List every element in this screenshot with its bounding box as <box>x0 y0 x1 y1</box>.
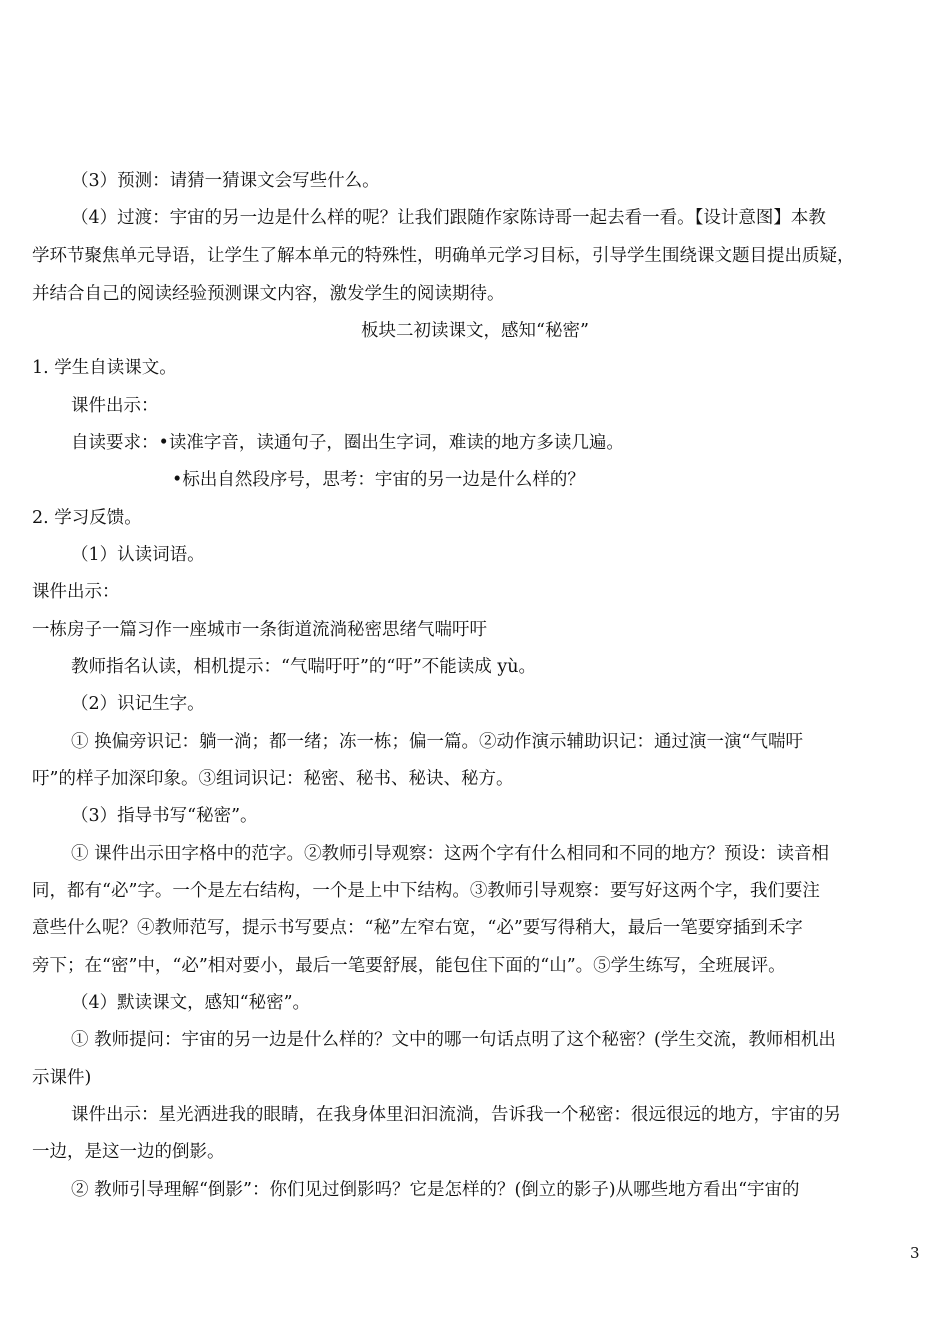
text-line: 并结合自己的阅读经验预测课文内容，激发学生的阅读期待。 <box>32 284 505 304</box>
text-line: （4）过渡：宇宙的另一边是什么样的呢？让我们跟随作家陈诗哥一起去看一看。【设计意图】本教 <box>71 208 826 228</box>
text-line: •标出自然段序号，思考：宇宙的另一边是什么样的？ <box>172 470 585 490</box>
text-line: 2. 学习反馈。 <box>32 508 142 528</box>
text-line: 课件出示： <box>32 582 120 602</box>
text-line: 意些什么呢？④教师范写，提示书写要点：“秘”左窄右宽，“必”要写得稍大，最后一笔要穿插到禾字 <box>32 918 803 938</box>
text-line: 旁下；在“密”中，“必”相对要小，最后一笔要舒展，能包住下面的“山”。⑤学生练写，全班展评。 <box>32 956 786 976</box>
text-line: 自读要求：•读准字音，读通句子，圈出生字词，难读的地方多读几遍。 <box>71 433 624 453</box>
text-line: ① 换偏旁识记：躺一淌；都一绪；冻一栋；偏一篇。②动作演示辅助识记：通过演一演“气喘吁 <box>71 732 804 752</box>
text-line: ② 教师引导理解“倒影”：你们见过倒影吗？它是怎样的？(倒立的影子)从哪些地方看出“宇宙的 <box>71 1180 800 1200</box>
text-line: 一栋房子一篇习作一座城市一条街道流淌秘密思绪气喘吁吁 <box>32 620 487 640</box>
text-line: 学环节聚焦单元导语，让学生了解本单元的特殊性，明确单元学习目标，引导学生围绕课文题目提出质疑， <box>32 246 855 266</box>
text-line: 教师指名认读，相机提示：“气喘吁吁”的“吁”不能读成 yù。 <box>71 657 537 677</box>
text-line: （1）认读词语。 <box>71 545 205 565</box>
text-line: ① 教师提问：宇宙的另一边是什么样的？文中的哪一句话点明了这个秘密？(学生交流，教师相机出 <box>71 1030 836 1050</box>
text-line: （2）识记生字。 <box>71 694 205 714</box>
page-number: 3 <box>910 1244 920 1262</box>
text-line: 1. 学生自读课文。 <box>32 358 177 378</box>
text-line: 课件出示：星光洒进我的眼睛，在我身体里汩汩流淌，告诉我一个秘密：很远很远的地方，宇宙的另 <box>71 1105 841 1125</box>
text-line: 一边，是这一边的倒影。 <box>32 1142 225 1162</box>
text-line: （3）预测：请猜一猜课文会写些什么。 <box>71 171 380 191</box>
text-line: 课件出示： <box>71 396 159 416</box>
text-line: 吁”的样子加深印象。③组词识记：秘密、秘书、秘诀、秘方。 <box>32 769 514 789</box>
section-heading: 板块二初读课文，感知“秘密” <box>361 321 589 341</box>
text-line: （4）默读课文，感知“秘密”。 <box>71 993 311 1013</box>
text-line: 示课件) <box>32 1068 92 1088</box>
text-line: 同，都有“必”字。一个是左右结构，一个是上中下结构。③教师引导观察：要写好这两个字，我们要注 <box>32 881 820 901</box>
text-line: （3）指导书写“秘密”。 <box>71 806 258 826</box>
text-line: ① 课件出示田字格中的范字。②教师引导观察：这两个字有什么相同和不同的地方？预设：读音相 <box>71 844 830 864</box>
